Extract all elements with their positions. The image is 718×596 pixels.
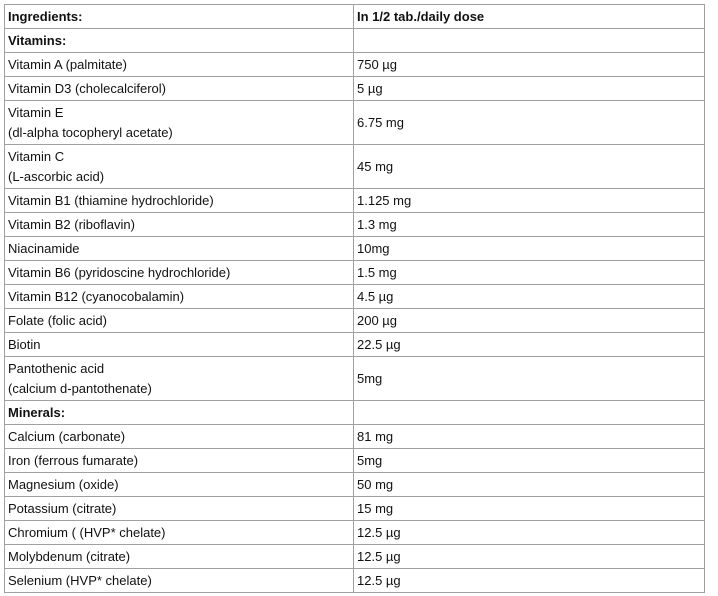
dose-value: 1.3 mg — [354, 213, 705, 237]
ingredient-form: (L-ascorbic acid) — [8, 168, 105, 184]
dose-value: 750 µg — [354, 53, 705, 77]
section-header-row — [5, 29, 705, 53]
dose-value: 4.5 µg — [354, 285, 705, 309]
table-row — [5, 449, 705, 473]
dose-value: 200 µg — [354, 309, 705, 333]
table-row — [5, 213, 705, 237]
dose-value: 6.75 mg — [354, 101, 705, 145]
dose-value: 45 mg — [354, 145, 705, 189]
header-ingredients: Ingredients: — [5, 5, 354, 29]
table-row — [5, 261, 705, 285]
table-row — [5, 521, 705, 545]
dose-value: 5 µg — [354, 77, 705, 101]
dose-value: 15 mg — [354, 497, 705, 521]
table-row — [5, 497, 705, 521]
dose-value: 10mg — [354, 237, 705, 261]
section-dose-cell — [354, 29, 705, 53]
dose-value: 12.5 µg — [354, 521, 705, 545]
table-header-row — [5, 5, 705, 29]
table-row — [5, 189, 705, 213]
table-row — [5, 357, 705, 401]
ingredient-name: Vitamin D3 (cholecalciferol) — [5, 77, 354, 101]
dose-value: 1.125 mg — [354, 189, 705, 213]
table-row — [5, 77, 705, 101]
table-body — [5, 29, 705, 593]
section-header-row — [5, 401, 705, 425]
header-dose: In 1/2 tab./daily dose — [354, 5, 705, 29]
ingredient-name: Niacinamide — [5, 237, 354, 261]
ingredient-name: Iron (ferrous fumarate) — [5, 449, 354, 473]
ingredient-name: Vitamin B2 (riboflavin) — [5, 213, 354, 237]
ingredient-name: Calcium (carbonate) — [5, 425, 354, 449]
table-row — [5, 101, 705, 145]
ingredient-name: Magnesium (oxide) — [5, 473, 354, 497]
section-dose-cell — [354, 401, 705, 425]
table-row — [5, 333, 705, 357]
table-row — [5, 145, 705, 189]
dose-value: 50 mg — [354, 473, 705, 497]
table-row — [5, 569, 705, 593]
table-row — [5, 425, 705, 449]
ingredients-table-container — [4, 4, 705, 593]
ingredient-name: Vitamin C — [8, 148, 65, 164]
ingredient-name: Potassium (citrate) — [5, 497, 354, 521]
ingredient-name: Folate (folic acid) — [5, 309, 354, 333]
ingredient-name-cell — [5, 145, 354, 189]
dose-value: 12.5 µg — [354, 545, 705, 569]
dose-value: 5mg — [354, 357, 705, 401]
ingredient-name: Vitamin E — [8, 104, 64, 120]
section-title: Minerals: — [5, 401, 354, 425]
table-row — [5, 545, 705, 569]
ingredient-name-cell — [5, 101, 354, 145]
dose-value: 1.5 mg — [354, 261, 705, 285]
ingredient-form: (dl-alpha tocopheryl acetate) — [8, 124, 173, 140]
dose-value: 12.5 µg — [354, 569, 705, 593]
ingredient-name: Chromium ( (HVP* chelate) — [5, 521, 354, 545]
ingredients-table — [4, 4, 705, 593]
dose-value: 81 mg — [354, 425, 705, 449]
ingredient-name: Vitamin A (palmitate) — [5, 53, 354, 77]
ingredient-name: Pantothenic acid — [8, 360, 105, 376]
section-title: Vitamins: — [5, 29, 354, 53]
ingredient-name: Biotin — [5, 333, 354, 357]
table-row — [5, 309, 705, 333]
ingredient-name: Vitamin B12 (cyanocobalamin) — [5, 285, 354, 309]
ingredient-name-cell — [5, 357, 354, 401]
dose-value: 5mg — [354, 449, 705, 473]
table-row — [5, 285, 705, 309]
dose-value: 22.5 µg — [354, 333, 705, 357]
ingredient-name: Vitamin B1 (thiamine hydrochloride) — [5, 189, 354, 213]
ingredient-name: Vitamin B6 (pyridoscine hydrochloride) — [5, 261, 354, 285]
ingredient-form: (calcium d-pantothenate) — [8, 380, 152, 396]
ingredient-name: Molybdenum (citrate) — [5, 545, 354, 569]
table-row — [5, 53, 705, 77]
ingredient-name: Selenium (HVP* chelate) — [5, 569, 354, 593]
table-row — [5, 473, 705, 497]
table-row — [5, 237, 705, 261]
